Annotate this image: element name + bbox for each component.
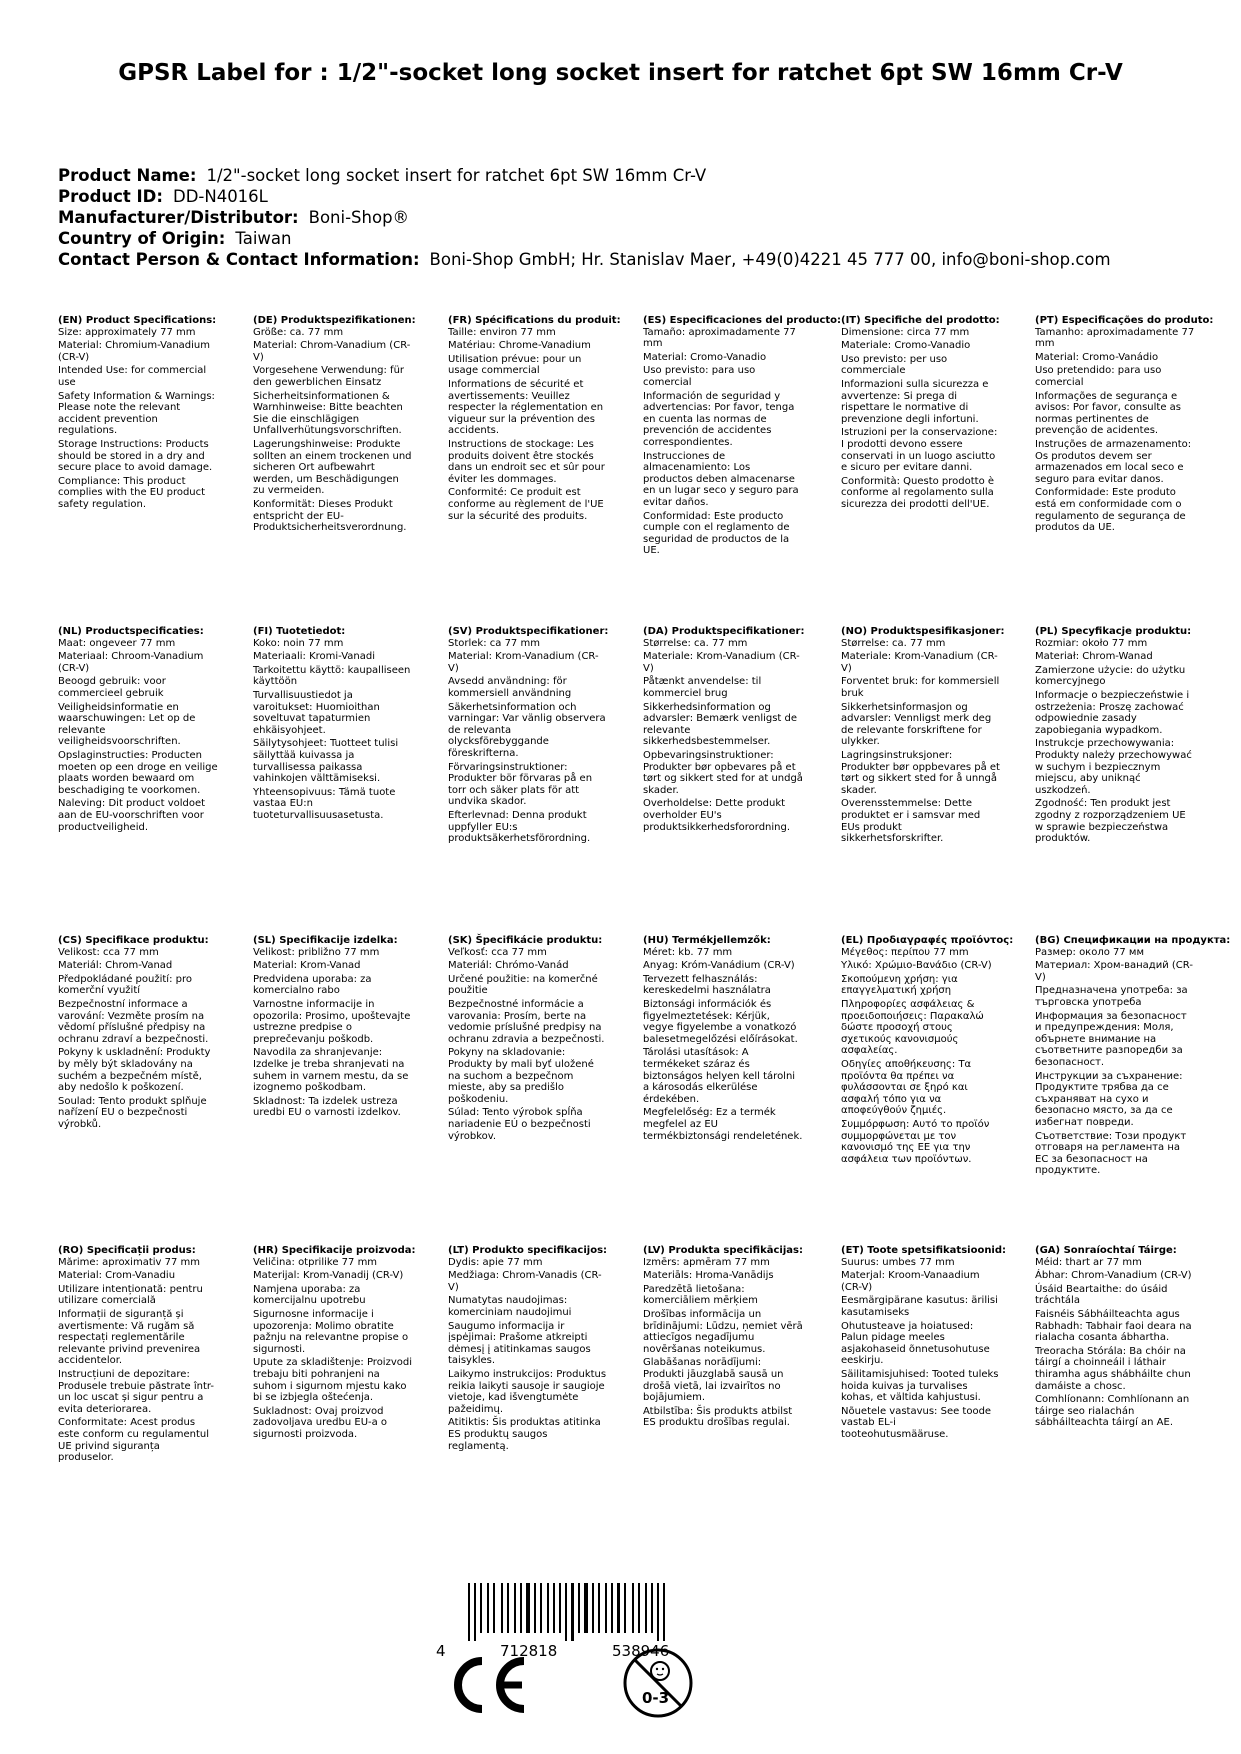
spec-section-heading: (RO) Specificații produs: [58,1245,196,1256]
spec-line: Skladnost: Ta izdelek ustreza uredbi EU o varnosti izdelkov. [253,1095,401,1119]
spec-line: Materiál: Chrom-Vanad [58,960,173,972]
spec-line: Overensstemmelse: Dette produktet er i samsvar med EUs produkt sikkerhetsforskrifter. [841,798,981,845]
spec-line: Paredzētā lietošana: komerciāliem mērķiem [643,1283,758,1307]
info-row-product-name [58,165,1218,186]
spec-section [841,935,1014,1167]
spec-line: Uso previsto: per uso commerciale [841,353,948,377]
spec-section [58,626,218,835]
spec-line: Zamierzone użycie: do użytku komercyjnego [1035,664,1186,688]
spec-line: Συμμόρφωση: Αυτό το προϊόν συμμορφώνεται με τον κανονισμό της ΕΕ για την ασφάλεια των προϊόντων. [841,1118,990,1165]
spec-section [253,1245,416,1443]
spec-line: Säkerhetsinformation och varningar: Var vänlig observera de relevanta olycksförebyggande föreskrifterna. [448,701,606,759]
spec-line: Avsedd användning: för kommersiell användning [448,676,572,699]
spec-line: Tarkoitettu käyttö: kaupalliseen käyttöön [253,664,411,688]
spec-section [253,315,416,536]
spec-line: Zgodność: Ten produkt jest zgodny z rozporządzeniem UE w sprawie bezpieczeństwa produktów. [1035,798,1186,845]
barcode-bar [645,1583,647,1633]
spec-line: Atitiktis: Šis produktas atitinka ES produktų saugos reglamentą. [448,1417,601,1452]
spec-line: Tervezett felhasználás: kereskedelmi használatra [643,973,771,997]
spec-line: Förvaringsinstruktioner: Produkter bör förvaras på en torr och säker plats för att undvika skador. [448,761,593,808]
spec-line: Určené použitie: na komerčné použitie [448,973,598,997]
spec-section-heading: (LV) Produkta specifikācijas: [643,1245,803,1256]
barcode-first-digit: 4 [436,1642,446,1660]
barcode-bar [651,1583,653,1633]
spec-line: Úsáid Beartaithe: do úsáid tráchtála [1035,1283,1168,1307]
spec-line: Materiaali: Kromi-Vanadi [253,651,375,663]
spec-line: Πληροφορίες ασφάλειας & προειδοποιήσεις: Παρακαλώ δώστε προσοχή στους σχετικούς κανονισμούς ασφαλείας. [841,998,984,1057]
spec-line: Materiāls: Hroma-Vanādijs [643,1270,774,1282]
age-warning-0-3-icon [622,1647,694,1719]
page-title: GPSR Label for : 1/2"-socket long socket insert for ratchet 6pt SW 16mm Cr-V [118,60,1123,86]
spec-line: Tamaño: aproximadamente 77 mm [643,326,796,350]
spec-line: Maat: ongeveer 77 mm [58,637,176,649]
barcode-bar [632,1583,634,1633]
spec-line: Faisnéis Sábháilteachta agus Rabhadh: Tabhair faoi deara na rialacha cosanta ábhartha. [1035,1308,1192,1344]
barcode-bar [571,1583,574,1641]
info-value: Boni-Shop GmbH; Hr. Stanislav Maer, +49(0)4221 45 777 00, info@boni-shop.com [429,250,1111,269]
spec-section-heading: (ET) Toote spetsifikatsioonid: [841,1245,1007,1256]
spec-line: Intended Use: for commercial use [58,365,207,388]
spec-line: Instructions de stockage: Les produits doivent être stockés dans un endroit sec et sûr pour éviter les dommages. [448,438,605,485]
spec-line: Информация за безопасност и предупреждения: Моля, обърнете внимание на съответните разпоредби за безопасност. [1035,1010,1187,1068]
spec-line: Sukladnost: Ovaj proizvod zadovoljava uredbu EU-a o sigurnosti proizvoda. [253,1405,388,1440]
spec-line: Anyag: Króm-Vanádium (CR-V) [643,960,795,972]
info-label: Contact Person & Contact Information: [58,250,420,269]
spec-line: Treoracha Stórála: Ba chóir na táirgí a choinneáil i láthair thiramha agus shábháilte chun damáiste a chosc. [1035,1345,1191,1392]
barcode-bar [578,1583,580,1633]
barcode-bar [468,1583,470,1641]
spec-line: Namjena uporaba: za komercijalnu upotrebu [253,1283,366,1307]
spec-line: Οδηγίες αποθήκευσης: Τα προϊόντα θα πρέπει να φυλάσσονται σε ξηρό και ασφαλή τόπο για να αποφεύγθούν ζημιές. [841,1058,972,1117]
spec-section [253,935,413,1121]
spec-line: Matériau: Chrome-Vanadium [448,340,591,352]
barcode-bar [501,1583,503,1633]
spec-section [841,315,1001,513]
spec-section [253,626,413,824]
spec-line: Ábhar: Chrom-Vanadium (CR-V) [1035,1270,1192,1282]
spec-line: Conformità: Questo prodotto è conforme al regolamento sulla sicurezza dei prodotti dell'UE. [841,475,995,510]
spec-line: Informations de sécurité et avertissements: Veuillez respecter la réglementation en vigueur sur la prévention des accidents. [448,378,604,437]
spec-line: Saugumo informacija ir įspėjimai: Prašome atkreipti dėmesį į atitinkamas saugos taisykles. [448,1320,591,1367]
barcode-bar [520,1583,522,1633]
barcode-bar [526,1583,530,1633]
spec-section-heading: (LT) Produkto specifikacijos: [448,1245,608,1256]
spec-line: Size: approximately 77 mm [58,326,196,338]
spec-section-heading: (NL) Productspecificaties: [58,626,204,637]
info-value: DD-N4016L [172,187,268,206]
barcode-bar [611,1583,613,1633]
spec-line: Naleving: Dit product voldoet aan de EU-voorschriften voor productveiligheid. [58,798,206,833]
spec-line: Atbilstība: Šis produkts atbilst ES produktu drošības regulai. [643,1405,793,1429]
barcode-bar [663,1583,665,1641]
spec-line: Säilitamisjuhised: Tooted tuleks hoida kuivas ja turvalises kohas, et vältida kahjustusi. [841,1368,999,1404]
spec-line: Material: Chrom-Vanadium (CR-V) [253,340,411,363]
spec-line: Material: Krom-Vanadium (CR-V) [448,651,599,674]
barcode-bar [559,1583,561,1633]
spec-line: Conformidad: Este producto cumple con el reglamento de seguridad de productos de la UE. [643,510,790,557]
info-value: Taiwan [235,229,292,248]
spec-line: Sicherheitsinformationen & Warnhinweise: Bitte beachten Sie die einschlägigen Unfallverhütungsvorschriften. [253,390,403,437]
spec-line: Velikost: približno 77 mm [253,946,380,958]
spec-line: Laikymo instrukcijos: Produktus reikia laikyti sausoje ir saugioje vietoje, kad išvengtumėte pažeidimų. [448,1368,607,1415]
spec-line: Instruções de armazenamento: Os produtos devem ser armazenados em local seco e seguro para evitar danos. [1035,438,1192,485]
spec-line: Informații de siguranță și avertismente: Vă rugăm să respectați reglementările relevante privind prevenirea accidentelor. [58,1308,201,1367]
barcode-bar [553,1583,555,1633]
spec-line: Velikost: cca 77 mm [58,946,159,958]
spec-section [643,315,842,559]
spec-line: Informacje o bezpieczeństwie i ostrzeżenia: Proszę zachować odpowiednie zasady zapobiegania wypadkom. [1035,689,1190,736]
spec-line: Konformität: Dieses Produkt entspricht der EU-Produktsicherheitsverordnung. [253,498,407,534]
spec-line: Medžiaga: Chrom-Vanadis (CR-V) [448,1270,602,1293]
barcode-bar [584,1583,588,1633]
spec-line: Comhlíonann: Comhlíonann an táirge seo rialachán sábháilteachta táirgí an AE. [1035,1394,1190,1429]
spec-line: Glabāšanas norādījumi: Produkti jāuzglabā sausā un drošā vietā, lai izvairītos no bojājumiem. [643,1357,784,1404]
barcode-bar [657,1583,659,1641]
spec-line: Koko: noin 77 mm [253,637,344,649]
spec-section-heading: (DA) Produktspecifikationer: [643,626,805,637]
info-label: Product Name: [58,166,197,185]
spec-section-heading: (PL) Specyfikacje produktu: [1035,626,1192,637]
spec-line: Varnostne informacije in opozorila: Prosimo, upoštevajte ustrezne predpise o preprečevanju poškodb. [253,998,411,1045]
spec-section-heading: (EL) Προδιαγραφές προϊόντος: [841,935,1014,946]
spec-line: Mărime: aproximativ 77 mm [58,1256,201,1268]
info-row-manufacturer [58,207,1218,228]
info-value: Boni-Shop® [308,208,410,227]
spec-line: Materiaal: Chroom-Vanadium (CR-V) [58,651,204,674]
spec-line: Rozmiar: około 77 mm [1035,637,1148,649]
barcode-bar [474,1583,476,1641]
spec-line: Compliance: This product complies with the EU product safety regulation. [58,475,206,510]
spec-section-heading: (HU) Termékjellemzők: [643,935,771,946]
spec-line: Material: Cromo-Vanádio [1035,351,1159,363]
spec-section [643,626,803,835]
spec-line: Conformidade: Este produto está em conformidade com o regulamento de segurança de produtos da UE. [1035,487,1186,534]
barcode-bar [540,1583,542,1633]
spec-line: Pokyny na skladovanie: Produkty by mali byť uložené na suchom a bezpečnom mieste, aby sa predišlo poškodeniu. [448,1047,594,1105]
spec-section-heading: (CS) Specifikace produktu: [58,935,209,946]
spec-line: Materiale: Krom-Vanadium (CR-V) [841,651,998,674]
spec-line: Utilizare intenționată: pentru utilizare comercială [58,1283,203,1307]
spec-line: Инструкции за съхранение: Продуктите трябва да се съхраняват на сухо и безопасно място, за да се избегнат повреди. [1035,1070,1183,1128]
spec-line: Bezpečnostné informácie a varovania: Prosím, berte na vedomie príslušné predpisy na ochranu zdravia a bezpečnosti. [448,998,605,1045]
spec-line: Lagringsinstruksjoner: Produkter bør oppbevares på et tørt og sikkert sted for å unngå skader. [841,749,1000,796]
info-label: Country of Origin: [58,229,226,248]
spec-line: Ohutusteave ja hoiatused: Palun pidage meeles asjakohaseid õnnetusohutuse eeskirju. [841,1320,990,1367]
spec-line: Conformité: Ce produit est conforme au règlement de l'UE sur la sécurité des produits. [448,487,604,522]
spec-line: Storlek: ca 77 mm [448,637,540,649]
spec-line: Säilytysohjeet: Tuotteet tulisi säilyttää kuivassa ja turvallisessa paikassa vahinkojen välttämiseksi. [253,738,399,785]
spec-line: Suurus: umbes 77 mm [841,1256,955,1268]
spec-section [1035,626,1195,847]
spec-line: Uso previsto: para uso comercial [643,365,756,388]
spec-line: Opbevaringsinstruktioner: Produkter bør opbevares på et tørt og sikkert sted for at undgå skader. [643,749,803,796]
spec-line: Påtænkt anvendelse: til kommerciel brug [643,676,762,699]
barcode-bar [605,1583,607,1633]
product-info [58,165,1218,270]
spec-line: Upute za skladištenje: Proizvodi trebaju biti pohranjeni na suhom i sigurnom mjestu kako bi se izbjegla oštećenja. [253,1357,412,1404]
spec-section [58,935,218,1133]
spec-line: Safety Information & Warnings: Please note the relevant accident prevention regulations. [58,390,215,437]
spec-line: Veľkosť: cca 77 mm [448,946,547,958]
spec-section-heading: (SL) Specifikacije izdelka: [253,935,398,946]
spec-section-heading: (GA) Sonraíochtaí Táirge: [1035,1245,1177,1256]
info-row-contact [58,249,1218,270]
spec-line: Súlad: Tento výrobok spĺňa nariadenie EÚ o bezpečnosti výrobkov. [448,1107,591,1142]
spec-section-heading: (IT) Specifiche del prodotto: [841,315,1000,326]
ce-mark-icon [450,1653,532,1717]
age-range-text: 0-3 [642,1689,670,1707]
barcode-group-left: 712818 [500,1642,558,1660]
spec-line: Forventet bruk: for kommersiell bruk [841,676,1000,699]
barcode-bar [598,1583,600,1633]
spec-section-heading: (PT) Especificações do produto: [1035,315,1214,326]
spec-section-heading: (ES) Especificaciones del producto: [643,315,842,326]
barcode-bar [487,1583,489,1633]
spec-line: Yhteensopivuus: Tämä tuote vastaa EU:n tuoteturvallisuusasetusta. [253,786,396,821]
spec-section-heading: (BG) Спецификации на продукта: [1035,935,1231,946]
spec-line: Taille: environ 77 mm [448,326,556,338]
spec-section [643,1245,803,1431]
spec-line: Nõuetele vastavus: See toode vastab EL-i tooteohutusmääruse. [841,1405,992,1440]
barcode-bar [638,1583,640,1633]
spec-line: Sikkerhetsinformasjon og advarsler: Vennligst merk deg de relevante forskriftene for ulykker. [841,701,992,748]
barcode-bar [565,1583,567,1641]
barcode-bar [514,1583,516,1633]
barcode-bar [534,1583,536,1633]
spec-line: Dydis: apie 77 mm [448,1256,543,1268]
barcode-bar [547,1583,549,1633]
spec-line: Lagerungshinweise: Produkte sollten an einem trockenen und sicheren Ort aufbewahrt werden, um Beschädigungen zu vermeiden. [253,438,412,497]
spec-section [1035,1245,1195,1431]
spec-section-heading: (NO) Produktspesifikasjoner: [841,626,1005,637]
spec-line: Předpokládané použití: pro komerční využití [58,973,192,997]
spec-line: Pokyny k uskladnění: Produkty by měly být skladovány na suchém a bezpečném místě, aby nedošlo k poškození. [58,1047,211,1094]
spec-line: Izmērs: apmēram 77 mm [643,1256,770,1268]
spec-line: Material: Chromium-Vanadium (CR-V) [58,340,210,363]
spec-line: Material: Crom-Vanadiu [58,1270,176,1282]
spec-section [58,1245,218,1466]
spec-line: Numatytas naudojimas: komerciniam naudojimui [448,1295,572,1318]
spec-line: Sigurnosne informacije i upozorenja: Molimo obratite pažnju na relevantne propise o sigurnosti. [253,1308,409,1355]
spec-line: Conformitate: Acest produs este conform cu regulamentul UE privind siguranța produselor. [58,1417,209,1464]
spec-section [841,626,1005,847]
spec-section-heading: (FR) Spécifications du produit: [448,315,621,326]
spec-line: Størrelse: ca. 77 mm [643,637,748,649]
spec-section [1035,315,1214,536]
spec-line: Biztonsági információk és figyelmeztetések: Kérjük, vegye figyelembe a vonatkozó balesetmegelőzési előírásokat. [643,998,798,1045]
barcode-bar [507,1583,509,1633]
spec-line: Materjal: Kroom-Vanaadium (CR-V) [841,1270,980,1293]
spec-line: Material: Krom-Vanad [253,960,361,972]
spec-line: Materiale: Cromo-Vanadio [841,340,971,352]
spec-line: Sikkerhedsinformation og advarsler: Bemærk venligst de relevante sikkerhedsbestemmelser. [643,701,798,748]
spec-line: Material: Cromo-Vanadio [643,351,767,363]
spec-line: Overholdelse: Dette produkt overholder EU's produktsikkerhedsforordning. [643,798,791,833]
spec-line: Méid: thart ar 77 mm [1035,1256,1142,1268]
spec-line: Megfelelőség: Ez a termék megfelel az EU termékbiztonsági rendeletének. [643,1107,803,1142]
spec-line: Съответствие: Този продукт отговаря на регламента на ЕС за безопасност на продуктите. [1035,1130,1187,1177]
spec-line: Dimensione: circa 77 mm [841,326,970,338]
spec-section-heading: (EN) Product Specifications: [58,315,217,326]
spec-section [448,315,621,524]
spec-line: Σκοπούμενη χρήση: για επαγγελματική χρήση [841,973,958,997]
spec-line: Eesmärgipärane kasutus: ärilisi kasutamiseks [841,1295,998,1318]
info-label: Product ID: [58,187,163,206]
info-row-country [58,228,1218,249]
spec-line: Размер: около 77 мм [1035,946,1145,958]
barcode-bar [493,1583,495,1633]
spec-section [448,935,608,1144]
spec-line: Materiał: Chrom-Wanad [1035,651,1153,663]
barcode-bar [592,1583,594,1633]
spec-section [58,315,218,513]
barcode-group-right: 538946 [612,1642,670,1660]
info-row-product-id [58,186,1218,207]
spec-line: Vorgesehene Verwendung: für den gewerblichen Einsatz [253,365,405,388]
spec-section-heading: (DE) Produktspezifikationen: [253,315,416,326]
spec-section [643,935,803,1144]
spec-line: Efterlevnad: Denna produkt uppfyller EU:s produktsäkerhetsförordning. [448,809,591,845]
spec-line: Größe: ca. 77 mm [253,326,344,338]
spec-line: Tamanho: aproximadamente 77 mm [1035,326,1195,350]
spec-line: Instrukcje przechowywania: Produkty należy przechowywać w suchym i bezpiecznym miejscu, aby uniknąć uszkodzeń. [1035,738,1192,796]
spec-section-heading: (HR) Specifikacije proizvoda: [253,1245,416,1256]
info-value: 1/2"-socket long socket insert for ratchet 6pt SW 16mm Cr-V [206,166,707,185]
spec-line: Informazioni sulla sicurezza e avvertenze: Si prega di rispettare le normative di prevenzione degli infortuni. [841,378,989,425]
spec-line: Navodila za shranjevanje: Izdelke je treba shranjevati na suhem in varnem mestu, da se izognemo poškodbam. [253,1047,409,1094]
barcode [466,1583,710,1641]
spec-section [841,1245,1007,1443]
spec-line: Tárolási utasítások: A termékeket száraz és biztonságos helyen kell tárolni a károsodás elkerülése érdekében. [643,1047,796,1105]
spec-line: Materiál: Chrómo-Vanád [448,960,569,972]
spec-line: Materijal: Krom-Vanadij (CR-V) [253,1270,404,1282]
spec-line: Veiligheidsinformatie en waarschuwingen: Let op de relevante veiligheidsvoorschriften. [58,701,196,748]
barcode-bar [624,1583,626,1633]
spec-line: Informações de segurança e avisos: Por favor, consulte as normas pertinentes de prevenção de acidentes. [1035,390,1182,437]
spec-section-heading: (FI) Tuotetiedot: [253,626,346,637]
spec-section-heading: (SV) Produktspecifikationer: [448,626,609,637]
spec-line: Предназначена употреба: за търговска употреба [1035,985,1188,1008]
info-label: Manufacturer/Distributor: [58,208,299,227]
spec-section [1035,935,1231,1179]
spec-line: Predvidena uporaba: za komercialno rabo [253,973,372,997]
spec-line: Información de seguridad y advertencias: Por favor, tenga en cuenta las normas de prevención de accidentes correspondientes. [643,390,795,448]
spec-line: Материал: Хром-ванадий (CR-V) [1035,960,1193,983]
spec-section-heading: (SK) Špecifikácie produktu: [448,935,603,946]
spec-line: Uso pretendido: para uso comercial [1035,365,1162,388]
spec-line: Utilisation prévue: pour un usage commercial [448,353,582,377]
spec-line: Drošības informācija un brīdinājumi: Lūdzu, ņemiet vērā attiecīgos negadījumu novēršanas noteikumus. [643,1308,803,1355]
spec-line: Materiale: Krom-Vanadium (CR-V) [643,651,800,674]
spec-line: Turvallisuustiedot ja varoitukset: Huomioithan soveltuvat tapaturmien ehkäisyohjeet. [253,689,380,736]
spec-line: Bezpečnostní informace a varování: Vezměte prosím na vědomí příslušné předpisy na ochranu zdraví a bezpečnosti. [58,998,209,1045]
barcode-bar [617,1583,620,1633]
spec-line: Méret: kb. 77 mm [643,946,733,958]
barcode-bar [480,1583,482,1633]
spec-section [448,1245,608,1454]
spec-line: Soulad: Tento produkt splňuje nařízení EU o bezpečnosti výrobků. [58,1095,207,1130]
spec-line: Instrucciones de almacenamiento: Los productos deben almacenarse en un lugar seco y seguro para evitar daños. [643,450,799,508]
spec-line: Storage Instructions: Products should be stored in a dry and secure place to avoid damage. [58,438,213,474]
spec-line: Størrelse: ca. 77 mm [841,637,946,649]
spec-line: Veličina: otprilike 77 mm [253,1256,378,1268]
spec-line: Istruzioni per la conservazione: I prodotti devono essere conservati in un luogo asciutto e sicuro per evitare danni. [841,427,998,474]
spec-line: Μέγεθος: περίπου 77 mm [841,946,969,958]
spec-section [448,626,608,847]
spec-line: Instrucțiuni de depozitare: Produsele trebuie păstrate într-un loc uscat și sigur pentru a evita deteriorarea. [58,1368,214,1415]
spec-line: Beoogd gebruik: voor commercieel gebruik [58,676,166,699]
spec-line: Opslaginstructies: Producten moeten op een droge en veilige plaats worden bewaard om beschadiging te voorkomen. [58,749,218,796]
spec-line: Υλικό: Χρώμιο-Βανάδιο (CR-V) [841,960,992,972]
